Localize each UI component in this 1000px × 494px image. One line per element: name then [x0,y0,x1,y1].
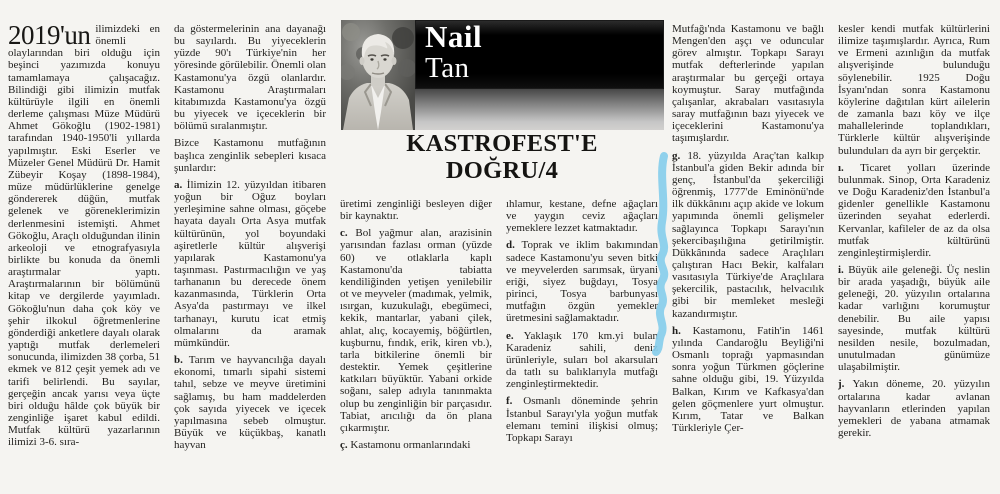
article-column-4 [506,198,658,485]
byline-banner-reflection [415,89,664,130]
article-column-2 [174,23,326,485]
article-paragraph: da göstermelerinin ana dayanağı bu sayılardı. Bu yiyeceklerin yüzde 90'ı Türkiye'nin her yöresinde görülebilir. Önemli olan Kastamonu'ya özgü olanlardır. Kastamonu Araştırmaları kitabımızda Kastamonu'ya özgü bu yiyecek ve içeceklerin bir bölümü sıralanmıştır. [174,23,326,133]
headline-line-2: DOĞRU/4 [445,156,559,184]
article-paragraph: c. Bol yağmur alan, arazisinin yarısından fazlası orman (yüzde 60) ve otlaklarla kaplı Kastamonu'da tabiatta kendiliğinden yetişen yenilebilir ot ve meyveler (madımak, yelmik, ısırgan, kuzukulağı, ebegümeci, kekik, mantarlar, yabani çilek, ahlat, alıç, kocayemiş, böğürtlen, kuşburnu, fındık, erik, kiren vb.), tarla bitkilerine önemli bir destektir. Yemek çeşitlerine katkıları büyüktür. Yabani orkide soğanı, salep adıyla tanınmakta olup bu zenginliğin bir parçasıdır. Tabiat, arıcılığı da ön plana çıkarmıştır. [340,227,492,434]
article-paragraph: d. Toprak ve iklim bakımından sadece Kastamonu'yu seven bitki ve meyvelerden sarımsak, üryani eriği, siyez buğdayı, Tosya pirinci, Tosya barbunyası mutfağın özgün yemekler üretmesini sağlamaktadır. [506,239,658,325]
article-paragraph: Bizce Kastamonu mutfağının başlıca zenginlik sebepleri kısaca şunlardır: [174,137,326,174]
item-letter: h. [672,324,693,337]
article-paragraph: b. Tarım ve hayvancılığa dayalı ekonomi, tımarlı sipahi sistemi tahıl, sebze ve meyve üretimini sağlamış, bu ham maddelerden çok sayıda yiyecek ve içecek yapılmasına sebeb olmuştur. Büyük ve küçükbaş, kanatlı hayvan [174,354,326,452]
article-column-6 [838,23,990,485]
item-letter: i. [838,263,849,276]
article-column-3 [340,198,492,485]
article-paragraph: i. Büyük aile geleneği. Üç neslin bir arada yaşadığı, büyük aile geleneği, 20. yüzyılın ortalarına kadar varlığını korumuştur denebilir. Bu aile yapısı sayesinde, mutfak kültürü nesilden nesile, bozulmadan, unutulmadan günümüze ulaşabilmiştir. [838,263,990,374]
article-headline [340,131,664,184]
headline-line-1: KASTROFEST'E [406,130,598,157]
article-paragraph: e. Yaklaşık 170 km.yi bulan Karadeniz sahili, deniz ürünleriyle, suları bol akarsuları da tatlı su balıklarıyla mutfağı zenginleştirmektedir. [506,329,658,391]
byline-first-name: Nail [425,19,483,54]
item-letter: j. [838,378,853,391]
author-portrait-image [341,20,415,130]
item-letter: a. [174,178,187,191]
article-paragraph: ı. Ticaret yolları üzerinde bulunmak. Sinop, Orta Karadeniz ve Doğu Karadeniz'den İstanbul'a gidenler genellikle Kastamonu üzerinden seyahat ederlerdi. Kervanlar, kafileler de az da olsa mutfak kültürünü zenginleştirmişlerdir. [838,161,990,259]
byline-last-name: Tan [425,52,470,84]
byline-banner [415,20,664,89]
blue-wavy-highlight [648,148,676,360]
article-paragraph: f. Osmanlı döneminde şehrin İstanbul Sarayı'yla yoğun mutfak elemanı temini ilişkisi olmuş; Topkapı Sarayı [506,395,658,444]
drop-word: 2019'un [8,23,91,50]
article-paragraph: kesler kendi mutfak kültürlerini ilimize taşımışlardır. Ayrıca, Rum ve Ermeni azınlığın da mutfak alışverişinde bulunduğu söylenebilir. 1925 Doğu İsyanı'ndan sonra Kastamonu köylerine dağıtılan kürt ailelerin de zamanla bazı köy ve ilçe mahallelerinde toplandıkları, Türklerle kültür alışverişinde bulunduları da ayrı bir gerçektir. [838,23,990,157]
item-letter: f. [506,395,524,408]
article-column-1 [8,23,160,485]
article-paragraph: 2019'un ilimizdeki en önemli olaylarından biri olduğu için beşinci yazımızda konuyu tamamlamaya çalışacağız. Bilindiği gibi ilimizin mutfak kültürüyle ilgili en önemli derleme çalışması Müze Müdürü Ahmet Gökoğlu (1902-1981) tarafından 1940-1950'li yıllarda yapılmıştır. Eski Eserler ve Müzeler Genel Müdürü Dr. Hamit Zübeyir Koşay (1898-1984), müze müdürlüklerine genelge göndererek düğün, mutfak gelenek ve göreneklerimizin derlenmesini istemişti. Ahmet Gökoğlu, Araçlı olduğundan ilinin arkeoloji ve etnografyasıyla birlikte bu konuda da önemli araştırmalar yaptı. Araştırmalarının bir bölümünü kitap ve dergilerde yayımladı. Gökoğlu'nun daha çok köy ve şehir ilkokul öğretmenlerine gönderdiği anketlere dayalı olarak yaptığı mutfak derlemeleri sonucunda, ilimizden 38 çorba, 51 ekmek ve 812 çeşit yemek adı ve tarifi belirlendi. Bu sayılar, gerçeğin ancak yarısı veya üçte biri olduğu hâlde çok büyük bir zenginliğe işaret kabul edildi. Mutfak kültürü yazarlarının ilimizi 3-6. sıra- [8,23,160,449]
item-letter: e. [506,329,524,342]
article-paragraph: Mutfağı'nda Kastamonu ve bağlı Mengen'den aşçı ve oduncular görev almıştır. Topkapı Sarayı mutfak defterlerinde yapılan araştırmalar bu gerçeği ortaya koymuştur. Saray mutfağında çalışanlar, akrabaları vasıtasıyla saray mutfağının bazı yiyecek ve içeceklerini Kastamonu'ya taşımışlardır. [672,23,824,145]
article-paragraph: j. Yakın döneme, 20. yüzyılın ortalarına kadar avlanan hayvanların etlerinden yapılan yemekleri de yabana atmamak gerekir. [838,378,990,439]
item-letter: c. [340,227,356,240]
article-paragraph: h. Kastamonu, Fatih'in 1461 yılında Candaroğlu Beyliği'ni Osmanlı toprağı yapmasından sonra yoğun Türkmen göçlerine sahne olduğu gibi, 19. Yüzyılda Balkan, Kırım ve Kafkasya'dan gelen göçmenlere yurt olmuştur. Kırım, Tatar ve Balkan Türkleriyle Çer- [672,324,824,434]
article-column-5 [672,23,824,485]
item-letter: ı. [838,161,861,174]
item-letter: g. [672,149,688,162]
article-paragraph: g. 18. yüzyılda Araç'tan kalkıp İstanbul'a giden Bekir adında bir genç, İstanbul'da şekerciliği öğrenmiş, 1777'de Eminönü'nde ilk dükkânını açıp akide ve lokum yapımında önemli gelişmeler sağlayınca Topkapı Sarayı'nın şekercibaşılığına getirilmiştir. Dükkânında sadece Araçlıları çalıştıran Hacı Bekir, kalfaları vasıtasıyla Türkiye'de Araçlılara şekercilik, pastacılık, helvacılık gibi bir memleket mesleği kazandırmıştır. [672,149,824,320]
item-letter: ç. [340,438,351,451]
article-paragraph: ıhlamur, kestane, defne ağaçları ve yaygın ceviz ağaçları yemeklere lezzet katmaktadır. [506,198,658,235]
author-photo [341,20,415,130]
item-letter: b. [174,354,189,367]
item-letter: d. [506,239,522,252]
article-paragraph: ç. Kastamonu ormanlarındaki [340,438,471,451]
article-paragraph: üretimi zenginliği besleyen diğer bir kaynaktır. [340,198,492,223]
article-paragraph: a. İlimizin 12. yüzyıldan itibaren yoğun bir Oğuz boyları yerleşimine sahne olması, göçebe hayata dayalı Orta Asya mutfak kültürünün, yol boyundaki aşiretlerle kültür alışverişi yapılarak Kastamonu'ya taşınması. Pastırmacılığın ve yaş tarhananın bu derecede önem kazanmasında, Türklerin Orta Asya'da pastırmayı ve ilkel tarhanayı, kurutu icat etmiş olmalarını da aramak mümkündür. [174,178,326,349]
